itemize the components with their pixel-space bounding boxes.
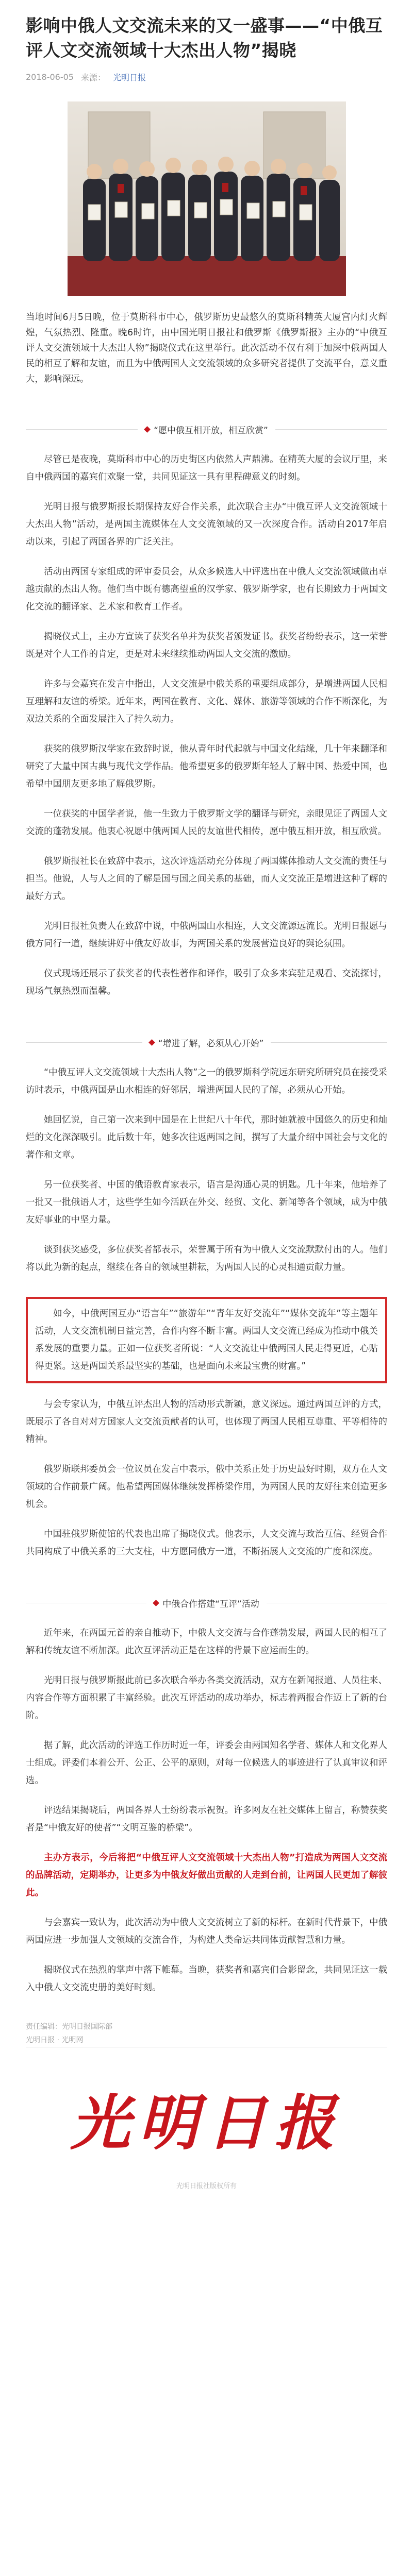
article-title: 影响中俄人文交流未来的又一盛事——“中俄互评人文交流领域十大杰出人物”揭晓: [26, 15, 383, 60]
paragraph: 与会嘉宾一致认为，此次活动为中俄人文交流树立了新的标杆。在新时代背景下，中俄两国应进一步加强人文领域的交流合作，为构建人类命运共同体贡献智慧和力量。: [26, 1918, 387, 1945]
diamond-icon: [153, 1600, 159, 1606]
editor-label: 责任编辑：: [26, 2023, 62, 2031]
editor-name: 光明日报国际部: [62, 2023, 112, 2031]
section-heading-pill: [146, 1597, 267, 1609]
paragraph: 俄罗斯联邦委员会一位议员在发言中表示，俄中关系正处于历史最好时期，双方在人文领域的合作前景广阔。他希望两国媒体继续发挥桥梁作用，为两国人民的友好往来创造更多机会。: [26, 1464, 387, 1510]
highlighted-paragraph-box: [26, 1297, 387, 1383]
paragraph: 另一位获奖者、中国的俄语教育家表示，语言是沟通心灵的钥匙。几十年来，他培养了一批又一批俄语人才，这些学生如今活跃在外交、经贸、文化、新闻等各个领域，成为中俄友好事业的中坚力量。: [26, 1180, 387, 1225]
section-3-body: [26, 1624, 387, 1996]
section-heading-text: 中俄合作搭建“互评”活动: [162, 1599, 259, 1609]
paragraph: 谈到获奖感受，多位获奖者都表示，荣誉属于所有为中俄人文交流默默付出的人。他们将以此为新的起点，继续在各自的领域里耕耘，为两国人民的心灵相通贡献力量。: [26, 1245, 387, 1273]
editor-line: [26, 2020, 387, 2033]
paragraph: 评选结果揭晓后，两国各界人士纷纷表示祝贺。许多网友在社交媒体上留言，称赞获奖者是“中俄友好的使者”“文明互鉴的桥梁”。: [26, 1805, 387, 1833]
paragraph: 与会专家认为，中俄互评杰出人物的活动形式新颖，意义深远。通过两国互评的方式，既展示了各自对对方国家人文交流贡献者的认可，也体现了两国人民相互尊重、平等相待的精神。: [26, 1399, 387, 1445]
paragraph: 光明日报社负责人在致辞中说，中俄两国山水相连，人文交流源远流长。光明日报愿与俄方同行一道，继续讲好中俄友好故事，为两国关系的发展营造良好的舆论氛围。: [26, 921, 387, 949]
paragraph: “中俄互评人文交流领域十大杰出人物”之一的俄罗斯科学院远东研究所研究员在接受采访时表示，中俄两国是山水相连的好邻居，增进两国人民的了解，必须从心开始。: [26, 1067, 387, 1095]
paragraph: 近年来，在两国元首的亲自推动下，中俄人文交流与合作蓬勃发展，两国人民的相互了解和传统友谊不断加深。此次互评活动正是在这样的背景下应运而生的。: [26, 1628, 387, 1656]
section-1-body: [26, 451, 387, 1000]
paragraph: 许多与会嘉宾在发言中指出，人文交流是中俄关系的重要组成部分，是增进两国人民相互理解和友谊的桥梁。近年来，两国在教育、文化、媒体、旅游等领域的合作不断深化，为双边关系的全面发展注入了持久动力。: [26, 679, 387, 724]
article-footer: [26, 2020, 387, 2047]
article-header: [0, 0, 413, 83]
photo-caption: 当地时间6月5日晚，位于莫斯科市中心，俄罗斯历史最悠久的莫斯科精英大厦宫内灯火辉煌，气氛热烈、隆重。晚6时许，由中国光明日报社和俄罗斯《俄罗斯报》主办的“中俄互评人文交流领域十大杰出人物”揭晓仪式在这里举行。此次活动不仅有利于加深中俄两国人民的相互了解和友谊，而且为中俄两国人文交流领域的众多研究者提供了交流平台，意义重大，影响深远。: [26, 312, 387, 384]
paragraph: 据了解，此次活动的评选工作历时近一年，评委会由两国知名学者、媒体人和文化界人士组成。评委们本着公开、公正、公平的原则，对每一位候选人的事迹进行了认真审议和评选。: [26, 1740, 387, 1786]
article-source-prefix: 来源：: [80, 73, 106, 82]
red-emphasis-text: 主办方表示，今后将把“中俄互评人文交流领域十大杰出人物”打造成为两国人文交流的品牌活动，定期举办，让更多为中俄友好做出贡献的人走到台前，让两国人民更加了解彼此。: [26, 1853, 387, 1898]
diamond-icon: [144, 426, 151, 433]
paragraph: 光明日报与俄罗斯报长期保持友好合作关系，此次联合主办“中俄互评人文交流领域十大杰出人物”活动，是两国主流媒体在人文交流领域的又一次深度合作。活动自2017年启动以来，引起了两国各界的广泛关注。: [26, 502, 387, 547]
red-emphasis-paragraph: [26, 1849, 387, 1902]
paragraph: 俄罗斯报社长在致辞中表示，这次评选活动充分体现了两国媒体推动人文交流的责任与担当。他说，人与人之间的了解是国与国之间关系的基础，而人文交流正是增进这种了解的最好方式。: [26, 856, 387, 902]
footer-links: 光明日报 · 光明网: [26, 2036, 84, 2044]
section-heading-1: [26, 420, 387, 438]
section-2-body: [26, 1064, 387, 1276]
footer-link[interactable]: 光明网: [61, 2036, 84, 2044]
section-heading-3: [26, 1594, 387, 1612]
ceremony-photo-image: [68, 101, 346, 296]
paragraph: 她回忆说，自己第一次来到中国是在上世纪八十年代，那时她就被中国悠久的历史和灿烂的文化深深吸引。此后数十年，她多次往返两国之间，撰写了大量介绍中国社会与文化的著作和文章。: [26, 1115, 387, 1160]
section-heading-pill: [138, 423, 275, 436]
section-2-body-continued: [26, 1396, 387, 1561]
highlighted-paragraph: 如今，中俄两国互办“语言年”“旅游年”“青年友好交流年”“媒体交流年”等主题年活动，人文交流机制日益完善，合作内容不断丰富。两国人文交流已经成为推动中俄关系发展的重要力量。正如一位获奖者所说：“人文交流让中俄两国人民走得更近，心贴得更紧。这是两国关系最坚实的基础，也是面向未来最宝贵的财富。”: [35, 1309, 378, 1371]
paragraph: 活动由两国专家组成的评审委员会，从众多候选人中评选出在中俄人文交流领域做出卓越贡献的杰出人物。他们当中既有德高望重的汉学家、俄罗斯学家，也有长期致力于两国文化交流的翻译家、艺术家和教育工作者。: [26, 567, 387, 612]
diamond-icon: [148, 1039, 155, 1046]
paragraph: 获奖的俄罗斯汉学家在致辞时说，他从青年时代起就与中国文化结缘，几十年来翻译和研究了大量中国古典与现代文学作品。他希望更多的俄罗斯年轻人了解中国、热爱中国，也希望中国朋友更多地了解俄罗斯。: [26, 744, 387, 789]
article-source-link[interactable]: 光明日报: [113, 73, 146, 82]
article-meta: [26, 71, 387, 83]
section-heading-2: [26, 1033, 387, 1052]
brand-logo: 光明日报: [70, 2088, 343, 2158]
brand-logo-block: [0, 2090, 413, 2190]
section-heading-text: “增进了解，必须从心开始”: [158, 1038, 264, 1049]
paragraph: 揭晓仪式上，主办方宣读了获奖名单并为获奖者颁发证书。获奖者纷纷表示，这一荣誉既是对个人工作的肯定，更是对未来继续推动两国人文交流的激励。: [26, 632, 387, 659]
paragraph: 尽管已是夜晚，莫斯科市中心的历史街区内依然人声鼎沸。在精英大厦的会议厅里，来自中俄两国的嘉宾们欢聚一堂，共同见证这一具有里程碑意义的时刻。: [26, 454, 387, 482]
paragraph: 仪式现场还展示了获奖者的代表性著作和译作，吸引了众多来宾驻足观看、交流探讨，现场气氛热烈而温馨。: [26, 969, 387, 996]
paragraph: 一位获奖的中国学者说，他一生致力于俄罗斯文学的翻译与研究，亲眼见证了两国人文交流的蓬勃发展。他衷心祝愿中俄两国人民的友谊世代相传，愿中俄互相开放，相互欣赏。: [26, 809, 387, 837]
footer-link[interactable]: 光明日报: [26, 2036, 55, 2044]
copyright-text: 光明日报社版权所有: [176, 2182, 237, 2190]
section-heading-text: “愿中俄互相开放，相互欣赏”: [154, 425, 268, 436]
ceremony-photo: [68, 101, 346, 296]
article-date: 2018-06-05: [26, 72, 74, 82]
paragraph: 揭晓仪式在热烈的掌声中落下帷幕。当晚，获奖者和嘉宾们合影留念，共同见证这一载入中俄人文交流史册的美好时刻。: [26, 1965, 387, 1993]
paragraph: 中国驻俄罗斯使馆的代表也出席了揭晓仪式。他表示，人文交流与政治互信、经贸合作共同构成了中俄关系的三大支柱，中方愿同俄方一道，不断拓展人文交流的广度和深度。: [26, 1529, 387, 1557]
paragraph: 光明日报与俄罗斯报此前已多次联合举办各类交流活动，双方在新闻报道、人员往来、内容合作等方面积累了丰富经验。此次互评活动的成功举办，标志着两报合作迈上了新的台阶。: [26, 1675, 387, 1721]
section-heading-pill: [142, 1036, 271, 1049]
